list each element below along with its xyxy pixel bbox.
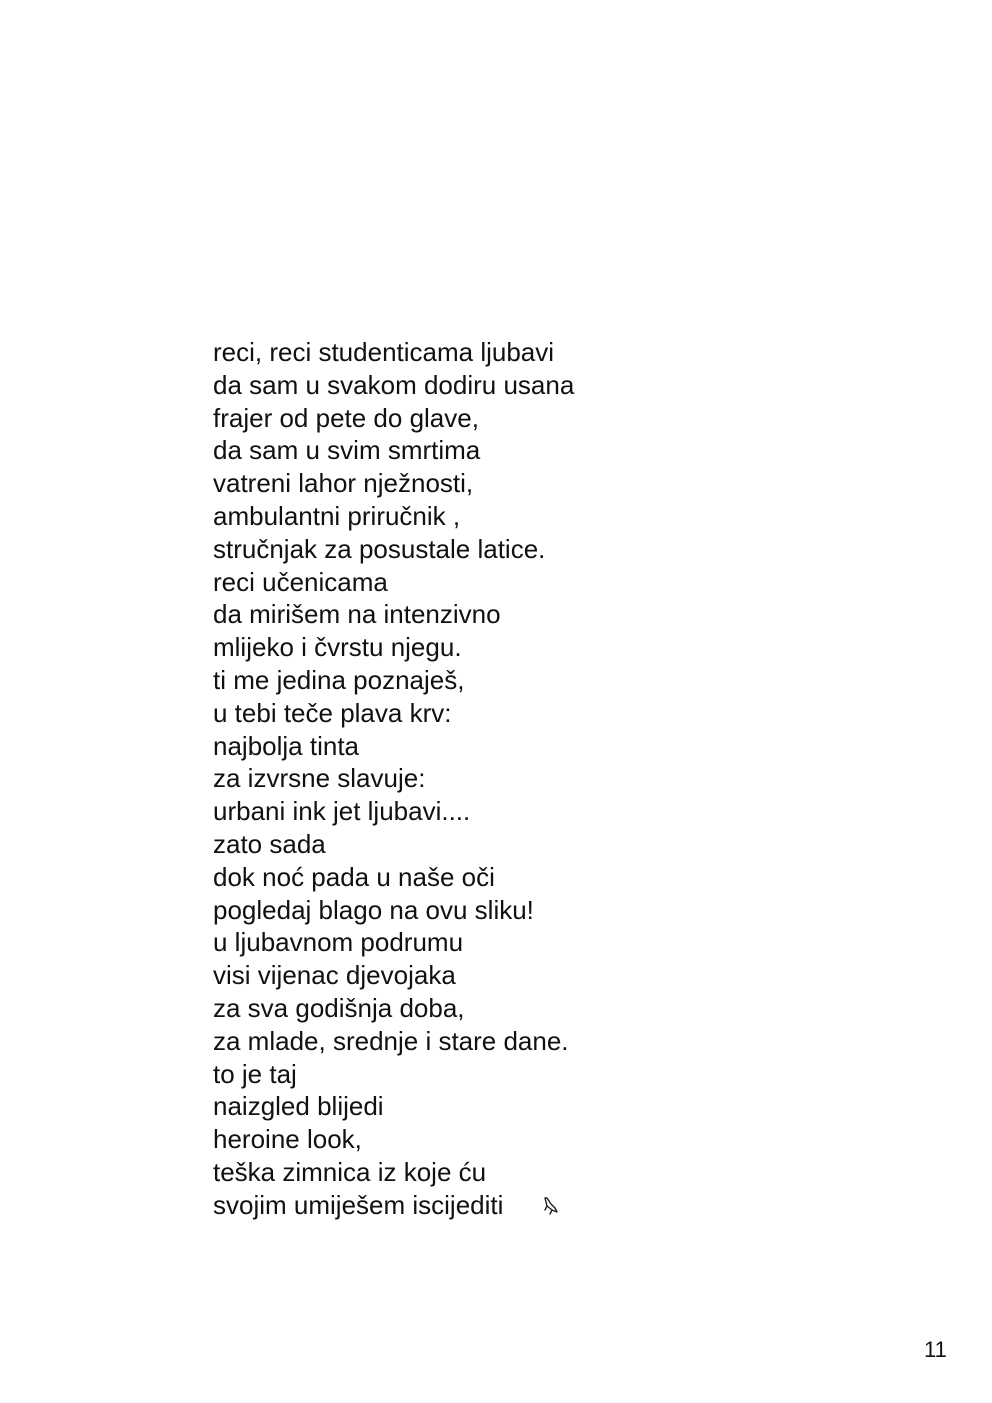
poem-line: stručnjak za posustale latice. xyxy=(213,533,546,564)
poem-line: mlijeko i čvrstu njegu. xyxy=(213,632,462,663)
poem-line: u tebi teče plava krv: xyxy=(213,697,452,728)
poem-line: to je taj xyxy=(213,1058,297,1089)
poem-line: reci, reci studenticama ljubavi xyxy=(213,337,555,367)
poem-line-text: svojim umiješem iscijediti xyxy=(213,1189,504,1220)
poem-line: frajer od pete do glave, xyxy=(213,402,479,433)
poem-line: urbani ink jet ljubavi.... xyxy=(213,796,471,827)
poem-line: vatreni lahor nježnosti, xyxy=(213,468,474,499)
poem-line: da sam u svakom dodiru usana xyxy=(213,369,575,400)
poem-line: visi vijenac djevojaka xyxy=(213,960,456,991)
poem-line: dok noć pada u naše oči xyxy=(213,861,495,892)
poem-line: najbolja tinta xyxy=(213,730,359,761)
poem-line: pogledaj blago na ovu sliku! xyxy=(213,894,534,925)
poem-line: zato sada xyxy=(213,828,326,859)
poem-last-line xyxy=(213,1189,773,1222)
poem-line: teška zimnica iz koje ću xyxy=(213,1156,487,1187)
poem-line: za izvrsne slavuje: xyxy=(213,763,426,794)
poem-line: za sva godišnja doba, xyxy=(213,992,465,1023)
poem-line: ambulantni priručnik , xyxy=(213,500,461,531)
poem-line: u ljubavnom podrumu xyxy=(213,927,464,958)
poem-line: reci učenicama xyxy=(213,566,388,597)
poem-line: heroine look, xyxy=(213,1124,362,1155)
poem-line: naizgled blijedi xyxy=(213,1091,384,1122)
poem-line: za mlade, srednje i stare dane. xyxy=(213,1025,569,1056)
poem-text xyxy=(213,336,773,1222)
poem-line: ti me jedina poznaješ, xyxy=(213,664,465,695)
page-number: 11 xyxy=(924,1337,947,1362)
poem-line: da mirišem na intenzivno xyxy=(213,599,501,630)
hand-pointing-arrow-icon xyxy=(541,1192,563,1214)
poem-line: da sam u svim smrtima xyxy=(213,435,481,466)
